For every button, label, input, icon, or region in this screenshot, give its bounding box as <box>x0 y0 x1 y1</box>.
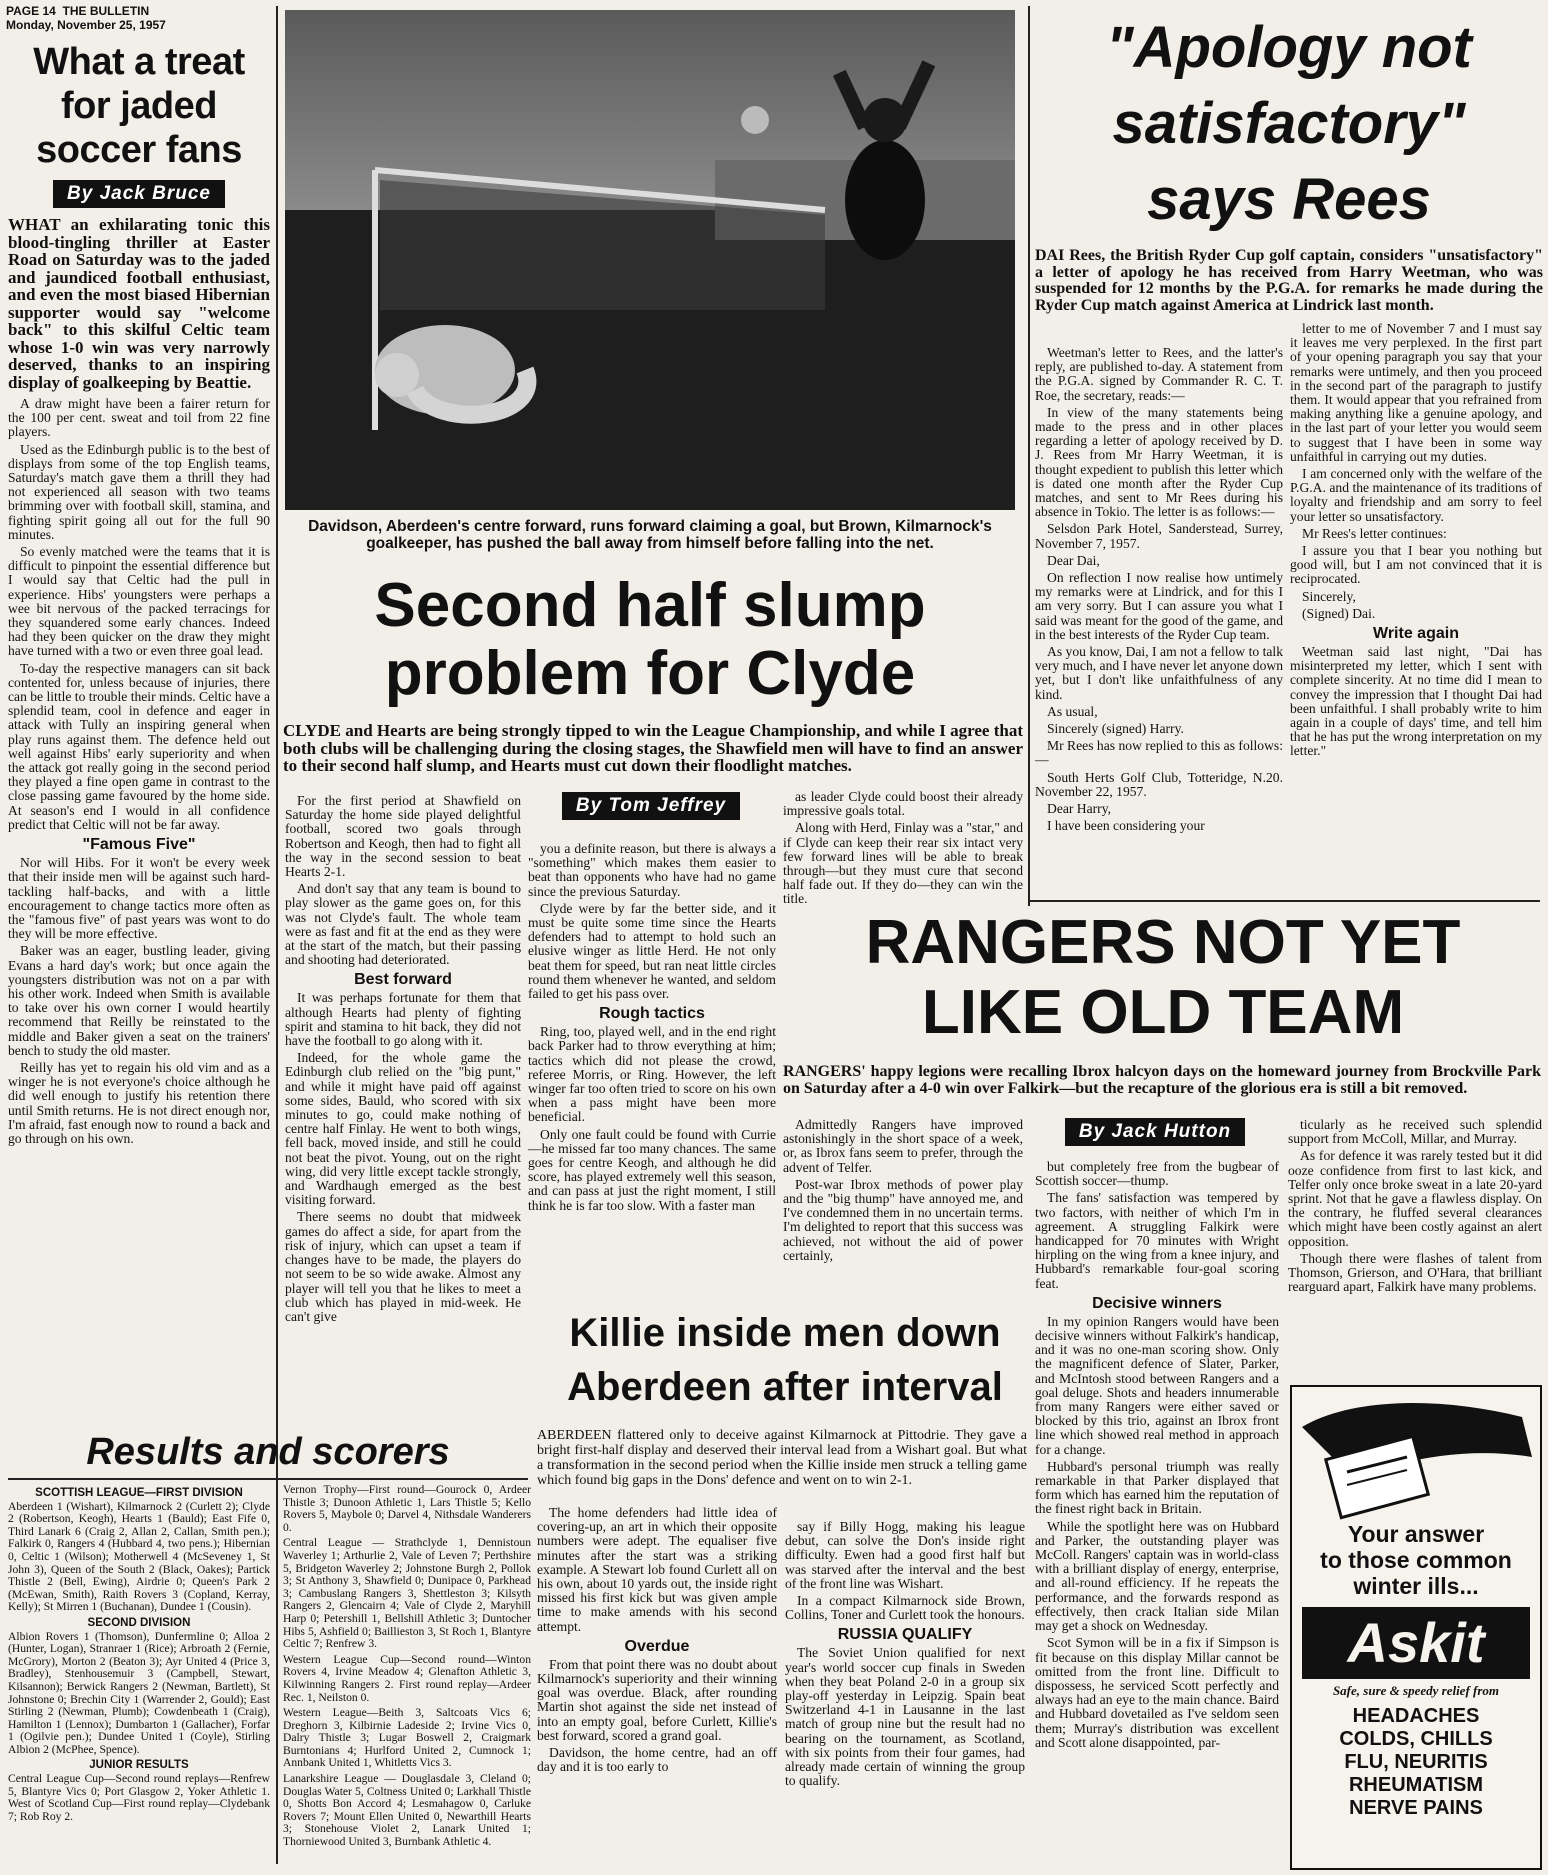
rangers-paragraph: Scot Symon will be in a fix if Simpson is fit because on this display Millar cannot be omitted from the front line. Difficult to dispossess, he serviced Scott perfectly and always had an eye to the main chance. Baird and Hubbard dovetailed as I've seldom seen them; Murray's distribution was excellent and Scott alone disappointed, par- <box>1035 1635 1279 1750</box>
rangers-paragraph: Post-war Ibrox methods of power play and the "big thump" have annoyed me, and I've condemned them in no uncertain terms. I'm delighted to report that this success was achieved, not without the aid of power certainly, <box>783 1176 1023 1263</box>
killie-paragraph: In a compact Kilmarnock side Brown, Collins, Toner and Curlett took the honours. <box>785 1593 1025 1623</box>
ad-line-3: winter ills... <box>1353 1573 1479 1599</box>
rangers-paragraph: While the spotlight here was on Hubbard and Parker, the outstanding player was McColl. Rangers' captain was in world-class with a brilliant display of energy, enterprise, and all-round efficiency. If he repeats the performance, and the forwards respond as effectively, then crack Italian side Milan may get a shock on Wednesday. <box>1035 1518 1279 1634</box>
clyde-paragraph: you a definite reason, but there is always a "something" which makes them easier to beat than opponents who have had no game since the previous Saturday. <box>528 841 776 899</box>
rangers-byline: By Jack Hutton <box>1065 1118 1245 1146</box>
column-rule <box>1028 6 1030 906</box>
rees-paragraph: I have been considering your <box>1047 818 1205 834</box>
killie-col2 <box>785 1520 1025 1870</box>
rees-paragraph: Dear Harry, <box>1047 801 1112 817</box>
clyde-headline: Second half slump problem for Clyde <box>374 571 926 708</box>
ad-brand: Askit <box>1302 1607 1530 1679</box>
ad-tagline: Safe, sure & speedy relief from <box>1332 1683 1500 1698</box>
rees-intro: DAI Rees, the British Ryder Cup golf captain, considers "unsatisfactory" a letter of apology he has received from Harry Weetman, who was suspended for 12 months by the P.G.A. for remarks he made during the Ryder Cup match against America at Lindrick last month. <box>1035 247 1543 314</box>
rangers-headline: RANGERS NOT YET LIKE OLD TEAM <box>865 908 1461 1047</box>
results-block: Lanarkshire League — Douglasdale 3, Cleland 0; Douglas Water 5, Coltness United 0; Larkhall Thistle 0, Shotts Bon Accord 4; Lesmahagow 0, Carluke Rovers 7; Mount Ellen United 0, Newarthill Hearts 3; Stonehouse Violet 2, Lanark United 1; Thorniewood United 3, Burnbank Athletic 4. <box>283 1772 531 1849</box>
rangers-paragraph: Admittedly Rangers have improved astonishingly in the short space of a week, or, as Ibrox fans seem to prefer, through the advent of Telfer. <box>783 1117 1023 1175</box>
treat-intro: WHAT an exhilarating tonic this blood-tingling thriller at Easter Road on Saturday was to the jaded and jaundiced football enthusiast, and even the most biased Hibernian supporter would say "welcome back" to this skilful Celtic team whose 1-0 win was very narrowly deserved, thanks to an inspiring display of goalkeeping by Beattie. <box>8 215 270 392</box>
ad-conditions-list <box>1292 1705 1540 1820</box>
rangers-subhead-decisive: Decisive winners <box>1092 1294 1222 1312</box>
treat-paragraph: Reilly has yet to regain his old vim and as a winger he is not everyone's choice although he did well enough to justify his retention there until Smith returns. He is not direct enough nor, I'm afraid, fast enough now to round a back and go through on his own. <box>8 1059 270 1146</box>
rees-paragraph: As you know, Dai, I am not a fellow to talk very much, and I have never let anyone down yet, but I don't like unfaithfulness of any kind. <box>1035 644 1283 702</box>
treat-subhead: "Famous Five" <box>82 836 196 854</box>
treat-paragraph: Used as the Edinburgh public is to the best of displays from some of the top English teams, Saturday's match gave them a thrill they had not experienced all season with two teams brimming over with football skill, stamina, and fighting spirit going all out for the full 90 minutes. <box>8 441 270 542</box>
clyde-paragraph: And don't say that any team is bound to play slower as the game goes on, for this was not Clyde's fault. The whole team were as fast and fit at the end as they were at the start of the match, but their passing and shooting had deteriorated. <box>285 881 521 968</box>
goalmouth-photo-image <box>285 10 1015 510</box>
results-section-heading: SECOND DIVISION <box>87 1616 191 1629</box>
results-block: Aberdeen 1 (Wishart), Kilmarnock 2 (Curlett 2); Clyde 2 (Robertson, Keogh), Hearts 1 (Bauld); East Fife 0, Third Lanark 6 (Craig 2, Allan 2, Callan, Smith pen.); Falkirk 0, Rangers 4 (Hubbard 4, two pens.); Hibernian 0, Celtic 1 (Wilson); Motherwell 4 (McSeveney 1, St John 3), Queen of the South 2 (Black, Oakes); Partick Thistle 2 (Bell, Ewing), Airdrie 0; Queen's Park 2 (McEwan, Smith), Raith Rovers 3 (Copland, Kerray, Kelly); St Mirren 1 (Buchanan), Dundee 1 (Cousin). <box>8 1499 270 1614</box>
rees-paragraph: South Herts Golf Club, Totteridge, N.20. November 22, 1957. <box>1035 769 1283 799</box>
ad-condition: FLU, NEURITIS <box>1344 1751 1488 1773</box>
rangers-paragraph: ticularly as he received such splendid support from McColl, Millar, and Murray. <box>1288 1117 1542 1147</box>
clyde-paragraph: It was perhaps fortunate for them that although Hearts had plenty of fighting spirit and stamina to hit back, they did not have the football to go along with it. <box>285 990 521 1049</box>
results-block: Vernon Trophy—First round—Gourock 0, Ardeer Thistle 3; Dunoon Athletic 1, Lars Thistle 5; Kello Rovers 5, Maybole 0; Darvel 4, Nithsdale Wanderers 0. <box>283 1483 531 1534</box>
rees-col2 <box>1290 322 1542 896</box>
clyde-paragraph: as leader Clyde could boost their already impressive goals total. <box>783 789 1023 819</box>
section-rule <box>1030 900 1540 902</box>
rangers-col2 <box>1035 1160 1279 1870</box>
killie-paragraph: The Soviet Union qualified for next year's world soccer cup finals in Sweden when they beat Poland 2-0 in a group six play-off yesterday in Leipzig. Spain beat Switzerland 4-1 in Lausanne in the last match of group nine but the result had no bearing on the tournament, as Scotland, with six points from their four games, had already made certain of winning the group to qualify. <box>785 1645 1025 1789</box>
rangers-paragraph: Hubbard's personal triumph was really remarkable in that Parker displayed that form which has earned him the reputation of the finest right back in Britain. <box>1035 1458 1279 1517</box>
rees-paragraph: Mr Rees's letter continues: <box>1302 525 1447 541</box>
rees-paragraph: Weetman said last night, "Dai has misinterpreted my letter, which I sent with complete sincerity. At no time did I mean to convey the impression that I thought Dai had been unfaithful. I shall probably write to him again in a couple of days' time, and tell him that he has put the wrong interpretation on my letter." <box>1290 644 1542 759</box>
results-col2 <box>283 1484 531 1870</box>
clyde-paragraph: Indeed, for the whole game the Edinburgh club relied on the "big punt," and while it might have paid off against some sides, Bauld, who scored with six minutes to go, could make nothing of centre half Finlay. He went to both wings, fell back, moved inside, and still he could not beat the pivot. Young, out on the right wing, did very little except tackle strongly, and Wardhaugh emerged as the best visiting forward. <box>285 1050 521 1208</box>
treat-paragraph: Baker was an eager, bustling leader, giving Evans a hard day's work; but once again the youngsters distribution was not on a par with his other work. Indeed when Smith is available to take over his own corner I would heartily recommend that Reilly be reinstated to the middle and Baker given a seat on the trainers' bench to study the old master. <box>8 943 270 1058</box>
results-rule <box>8 1478 528 1480</box>
column-rule <box>276 6 278 1486</box>
results-block: Western League—Beith 3, Saltcoats Vics 6; Dreghorn 3, Kilbirnie Ladeside 2; Irvine Vics 0, Dalry Thistle 3; Lugar Boswell 2, Craigmark Burntonians 4; Hurlford United 2, Cumnock 1; Annbank United 1, Whitletts Vics 3. <box>283 1706 531 1770</box>
rees-paragraph: In view of the many statements being made to the press and in other places regarding a letter of apology received by D. J. Rees from Mr Harry Weetman, it is thought expedient to publish this letter which is dated one month after the Ryder Cup matches, and sent to Mr Rees during his absence in Tokio. The letter is as follows:— <box>1035 404 1283 520</box>
clyde-paragraph: There seems no doubt that midweek games do affect a side, for apart from the risk of injury, which can upset a team if changes have to be made, the players do not seem to be so wide awake. Almost any player will tell you that he likes to meet a club which has played in mid-week. He can't give <box>285 1209 521 1324</box>
ad-condition: NERVE PAINS <box>1349 1797 1483 1819</box>
rees-paragraph: Sincerely, <box>1302 588 1356 604</box>
ad-condition: COLDS, CHILLS <box>1339 1728 1493 1750</box>
killie-subhead-russia: RUSSIA QUALIFY <box>837 1626 973 1644</box>
rees-subhead-write-again: Write again <box>1373 625 1459 643</box>
rees-paragraph: (Signed) Dai. <box>1302 605 1376 621</box>
rangers-paragraph: In my opinion Rangers would have been decisive winners without Falkirk's handicap, and it was no one-man scoring show. Only the magnificent defence of Slater, Parker, and McIntosh stood between Rangers and a goal deluge. Shots and headers innumerable from many Rangers were either saved or blocked by this trio, against an Ibrox front line which showed real method in approach for a change. <box>1035 1313 1279 1457</box>
results-section-heading: JUNIOR RESULTS <box>89 1759 189 1772</box>
rangers-col1 <box>783 1118 1023 1308</box>
killie-headline: Killie inside men down Aberdeen after interval <box>567 1311 1003 1409</box>
clyde-paragraph: Along with Herd, Finlay was a "star," and if Clyde can keep their rear six intact very few forward lines will be able to break through—but they must cure that second half fade out. If they do—they can win the title. <box>783 820 1023 907</box>
ad-condition: HEADACHES <box>1352 1705 1480 1727</box>
results-block: Central League — Strathclyde 1, Dennistoun Waverley 1; Arthurlie 2, Vale of Leven 7; Perthshire 5, Bridgeton Waverley 2; Johnstone Burgh 2, Pollok 3; St Anthony 3, Shawfield 0; Dunipace 0, Parkhead 3; Cambuslang Rangers 3, Shettleston 3; Kilsyth Rangers 2, Glencairn 4; Vale of Clyde 2, Maryhill Harp 0; Petershill 1, Bellshill Athletic 3; Duntocher Hibs 5, Ashfield 0; Baillieston 3, St Roch 1, Blantyre Celtic 7; Renfrew 3. <box>283 1536 531 1651</box>
treat-paragraph: To-day the respective managers can sit back contented for, unless because of injuries, there can be little to trouble their minds. Celtic have a splendid team, cool in defence and eager in attack with Tully an inspiring general when play runs against them. The defence held out well against Hibs' early superiority and when the attack got really going in the second period they played a fine open game in contrast to the close passing game favoured by the home side. At season's end I would in all confidence predict that Celtic will not be far away. <box>8 660 270 832</box>
rangers-paragraph: Though there were flashes of talent from Thomson, Grierson, and O'Hara, that brilliant rearguard apart, Falkirk have many problems. <box>1288 1250 1542 1295</box>
results-col1 <box>8 1484 270 1870</box>
match-photo <box>285 10 1015 510</box>
ad-line-1: Your answer <box>1347 1521 1485 1547</box>
clyde-subhead-best-forward: Best forward <box>354 971 452 989</box>
results-block: Albion Rovers 1 (Thomson), Dunfermline 0; Alloa 2 (Hunter, Logan), Stranraer 1 (Rice); Arbroath 2 (Fernie, McGrory), Morton 2 (Beaton 3); Ayr United 4 (Price 3, Bradley), Stenhousemuir 3 (Campbell, Stewart, Kilsannon); Berwick Rangers 2 (Newman, Bartlett), St Johnstone 0; Brechin City 1 (Warrender 2, Gould); East Stirling 2 (Newman, Plumb); Cowdenbeath 1 (Craig), Hamilton 1 (Lennox); Dumbarton 1 (Gallacher), Forfar 1 (Ogilvie pen.); Dundee United 1 (Coyle), Stirling Albion 2 (McPhee, Spence). <box>8 1629 270 1756</box>
results-block: Central League Cup—Second round replays—Renfrew 5, Blantyre Vics 0; Port Glasgow 2, Yoker Athletic 1. West of Scotland Cup—First round replay—Clydebank 7; Rob Roy 2. <box>8 1772 270 1823</box>
rees-paragraph: I am concerned only with the welfare of the P.G.A. and the maintenance of its traditions of loyalty and friendship and am sorry to feel your letter so unsatisfactory. <box>1290 466 1542 524</box>
hand-holding-powder-icon <box>1292 1387 1540 1517</box>
rees-paragraph: Dear Dai, <box>1047 552 1100 568</box>
treat-paragraph: Nor will Hibs. For it won't be every week that their inside men will be against such hard-tackling half-backs, and with a little encouragement to change tactics more often as the "famous five" of past years was wont to do they will be more effective. <box>8 855 270 942</box>
page-number: PAGE 14 <box>6 4 56 18</box>
killie-subhead-overdue: Overdue <box>624 1637 690 1655</box>
clyde-byline-box <box>530 792 772 824</box>
results-block: Western League Cup—Second round—Winton Rovers 4, Irvine Meadow 4; Glenafton Athletic 3, Kilwinning Rangers 2. First round replay—Ardeer Rec. 1, Neilston 0. <box>283 1652 531 1704</box>
rees-paragraph: On reflection I now realise how untimely my remarks were at Lindrick, and for this I am very sorry. But I can assure you what I said was meant for the good of the game, and in the best interests of the Ryder Cup team. <box>1035 570 1283 642</box>
killie-intro: ABERDEEN flattered only to deceive against Kilmarnock at Pittodrie. They gave a bright first-half display and deserved their interval lead from a Wishart goal. But what a transformation in the second period when the Killie inside men struck a telling game which found big gaps in the Dons' defence and went on to win 2-1. <box>537 1428 1027 1488</box>
killie-paragraph: The home defenders had little idea of covering-up, an art in which their opposite numbers were adept. The equaliser five minutes after the start was a striking example. A Stewart lob found Curlett all on his own, about 10 yards out, the inside right missed his first kick but was given ample time to make amends with his second attempt. <box>537 1505 777 1634</box>
treat-body <box>8 397 270 832</box>
results-headline: Results and scorers <box>86 1431 450 1473</box>
clyde-paragraph: Ring, too, played well, and in the end right back Parker had to throw everything at him; tactics which did not please the crowd, referee Morris, or Ring. However, the left winger far too often tried to score on his own when a pass might have been more beneficial. <box>528 1024 776 1125</box>
rees-paragraph: I assure you that I bear you nothing but good will, but I am not convinced that it is reciprocated. <box>1290 543 1542 587</box>
rees-paragraph: Weetman's letter to Rees, and the latter's reply, are published to-day. A statement from the P.G.A. signed by Commander R. C. T. Roe, the secretary, reads:— <box>1035 345 1283 403</box>
column-rule <box>276 1484 278 1864</box>
ad-condition: RHEUMATISM <box>1348 1774 1484 1796</box>
clyde-col1 <box>285 794 521 1434</box>
rees-paragraph: Mr Rees has now replied to this as follows:— <box>1035 738 1283 768</box>
issue-date: Monday, November 25, 1957 <box>6 18 166 32</box>
rangers-paragraph: As for defence it was rarely tested but it did ooze confidence from first to last kick, and Telfer only once broke sweat in a late 20-yard sprint. Not that he gave a flawless display. On the contrary, he fluffed several clearances which might have been costly against an alert opposition. <box>1288 1148 1542 1249</box>
killie-col1 <box>537 1506 777 1870</box>
rangers-paragraph: The fans' satisfaction was tempered by two factors, with neither of which I'm in agreement. A struggling Falkirk were handicapped for 70 minutes with Wright hirpling on the wing from a knee injury, and Hubbard's remarkable four-goal scoring feat. <box>1035 1190 1279 1291</box>
treat-body-continued <box>8 856 270 1146</box>
rangers-intro: RANGERS' happy legions were recalling Ibrox halcyon days on the homeward journey from Brockville Park on Saturday after a 4-0 win over Falkirk—but the recapture of the glorious era is still a bit removed. <box>783 1063 1541 1097</box>
ad-line-2: to those common <box>1320 1547 1512 1573</box>
rangers-col3 <box>1288 1118 1542 1358</box>
treat-paragraph: A draw might have been a fairer return for the 100 per cent. sweat and toil from 22 fine players. <box>8 396 270 440</box>
killie-paragraph: say if Billy Hogg, making his league debut, can solve the Don's inside right difficulty. Ewen had a good first half but was starved after the interval and the best of the front line was Wishart. <box>785 1519 1025 1591</box>
treat-paragraph: So evenly matched were the teams that it is difficult to pinpoint the essential difference but I would say that Celtic had the pull in experience. Hibs' youngsters were perhaps a wee bit nervous of the packed terracings for they squandered some early chances. Indeed had they been quicker on the draw they might have turned with a two or even three goal lead. <box>8 544 270 659</box>
treat-byline: By Jack Bruce <box>53 180 225 208</box>
rangers-paragraph: but completely free from the bugbear of Scottish soccer—thump. <box>1035 1159 1279 1189</box>
rees-paragraph: As usual, <box>1047 703 1098 719</box>
rees-paragraph: Selsdon Park Hotel, Sanderstead, Surrey, November 7, 1957. <box>1035 521 1283 551</box>
clyde-subhead-rough-tactics: Rough tactics <box>599 1005 705 1023</box>
photo-caption: Davidson, Aberdeen's centre forward, runs forward claiming a goal, but Brown, Kilmarnock's goalkeeper, has pushed the ball away from himself before falling into the net. <box>308 518 992 552</box>
rees-paragraph: Sincerely (signed) Harry. <box>1047 721 1184 737</box>
paper-name: THE BULLETIN <box>62 4 150 18</box>
results-section-heading: SCOTTISH LEAGUE—FIRST DIVISION <box>35 1487 243 1499</box>
clyde-paragraph: Only one fault could be found with Currie—he missed far too many chances. The same goes for centre Keogh, and although he did score, has played extremely well this season, and can pass at just the right moment, I still think he is far too slow. With a faster man <box>528 1126 776 1213</box>
clyde-byline: By Tom Jeffrey <box>562 792 740 820</box>
treat-headline: What a treat for jaded soccer fans <box>33 41 245 171</box>
clyde-col3 <box>783 789 1023 907</box>
killie-paragraph: From that point there was no doubt about Kilmarnock's superiority and their winning goal was overdue. Black, after rounding Martin shot against the side net instead of into an empty goal, before Curlett, Killie's best forward, scored a grand goal. <box>537 1656 777 1743</box>
masthead <box>6 4 276 34</box>
rees-paragraph: letter to me of November 7 and I must say it leaves me very perplexed. In the first part of your opening paragraph you say that your remarks were untimely, and then you proceed in the second part of the paragraph to justify them. It would appear that you refrained from making anything like a genuine apology, and in the last part of your letter you would seem to suggest that I have been in some way unfaithful in carrying out my duties. <box>1290 321 1542 464</box>
killie-paragraph: Davidson, the home centre, had an off day and it is too early to <box>537 1745 777 1775</box>
treat-article <box>8 40 270 1480</box>
clyde-intro: CLYDE and Hearts are being strongly tipped to win the League Championship, and while I agree that both clubs will be challenging during the closing stages, the Shawfield men will have to find an answer to their second half slump, and Hearts must cut down their floodlight matches. <box>283 721 1023 775</box>
rangers-byline-box <box>1035 1118 1275 1154</box>
askit-advert <box>1290 1385 1542 1870</box>
clyde-paragraph: Clyde were by far the better side, and it must be quite some time since the Hearts defenders had to attempt to hold such an elusive winger as little Herd. He not only beat them for speed, but ran neat little circles round them whenever he wanted, and seldom failed to get his pass over. <box>528 900 776 1002</box>
rees-col1 <box>1035 346 1283 896</box>
clyde-paragraph: For the first period at Shawfield on Saturday the home side played delightful football, scored two goals through Robertson and Keogh, then had to fight all the way in the second session to beat Hearts 2-1. <box>285 793 521 880</box>
rees-headline: "Apology not satisfactory" says Rees <box>1106 15 1472 232</box>
